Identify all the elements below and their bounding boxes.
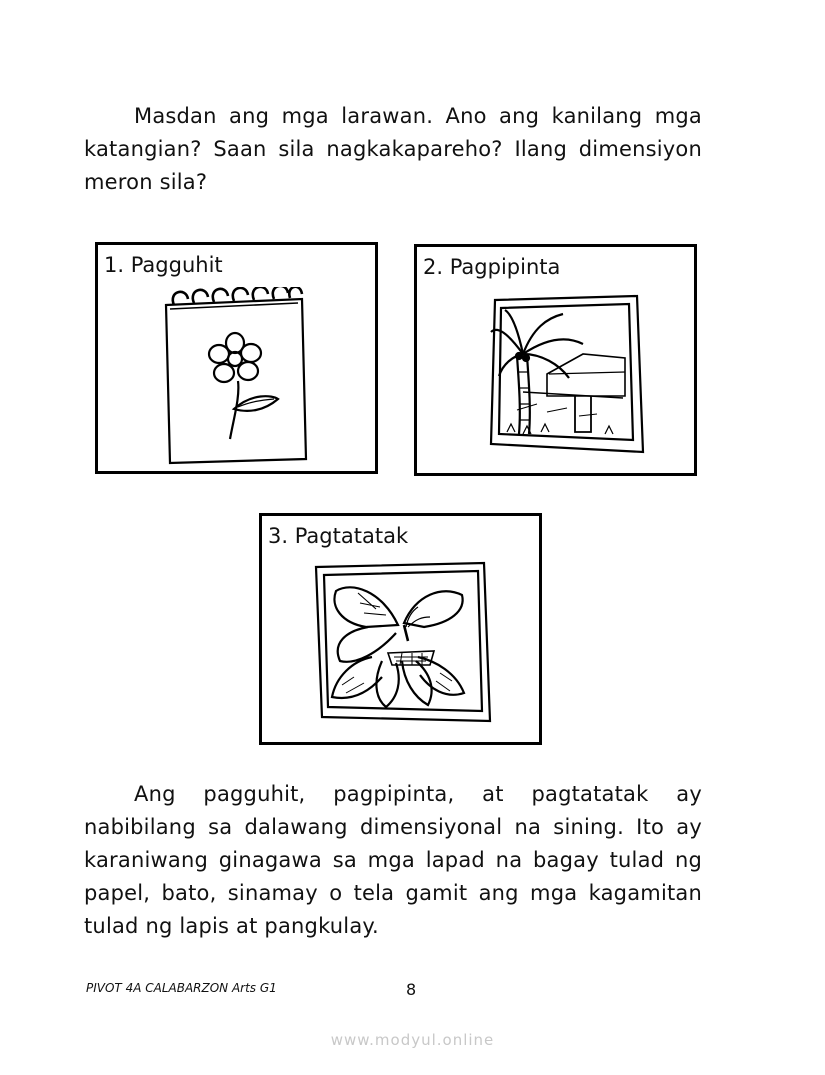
picture-box-painting (414, 244, 697, 476)
sketchpad-flower-icon (160, 287, 310, 467)
closing-text: Ang pagguhit, pagpipinta, at pagtatatak ay nabibilang sa dalawang dimensiyonal na sining. Ito ay karaniwang ginagawa sa mga lapad na bagay tulad ng papel, bato, sinamay o tela gamit ang mga kagamitan tulad ng lapis at pangkulay. (84, 782, 702, 938)
footer-source: PIVOT 4A CALABARZON Arts G1 (86, 981, 277, 995)
painting-palm-tree-icon (487, 292, 647, 462)
page-number: 8 (406, 980, 417, 999)
closing-paragraph (84, 778, 702, 943)
picture-caption-painting: 2. Pagpipinta (423, 255, 561, 279)
picture-box-stamping (259, 513, 542, 745)
watermark: www.modyul.online (330, 1031, 495, 1049)
intro-paragraph (84, 100, 702, 199)
picture-box-drawing (95, 242, 378, 474)
stamp-butterfly-flower-icon (312, 561, 492, 726)
intro-text: Masdan ang mga larawan. Ano ang kanilang mga katangian? Saan sila nagkakapareho? Ilang dimensiyon meron sila? (84, 104, 702, 194)
picture-caption-drawing: 1. Pagguhit (104, 253, 223, 277)
picture-caption-stamping: 3. Pagtatatak (268, 524, 409, 548)
